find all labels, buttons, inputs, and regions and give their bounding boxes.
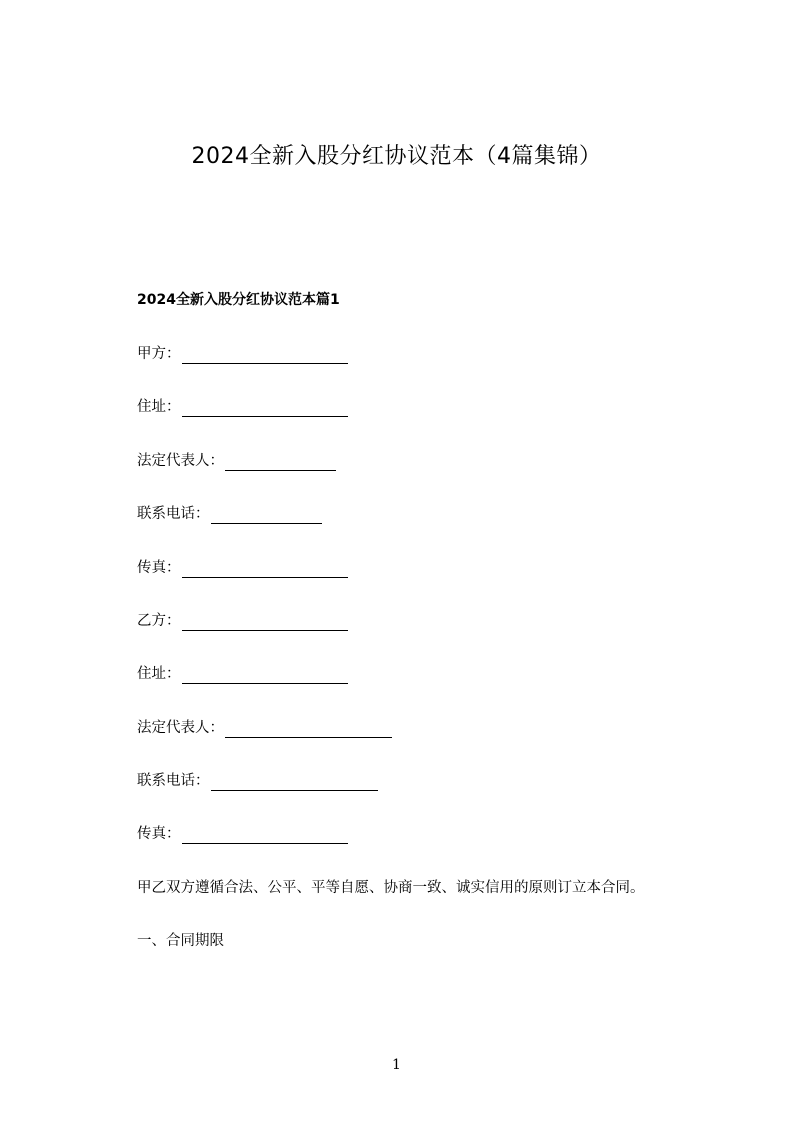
party-b-legal-rep-field <box>137 718 392 738</box>
party-a-phone-field <box>137 504 322 524</box>
preamble-paragraph: 甲乙双方遵循合法、公平、平等自愿、协商一致、诚实信用的原则订立本合同。 <box>137 880 645 896</box>
party-b-address-field <box>137 664 348 684</box>
party-a-name-label: 甲方： <box>137 346 181 362</box>
party-a-phone-blank[interactable] <box>211 507 322 524</box>
party-b-fax-field <box>137 824 348 844</box>
party-b-name-label: 乙方： <box>137 613 181 629</box>
party-b-phone-blank[interactable] <box>211 774 378 791</box>
party-a-legal-rep-blank[interactable] <box>225 454 336 471</box>
party-a-name-field <box>137 344 348 364</box>
section-heading: 2024全新入股分红协议范本篇1 <box>137 292 340 308</box>
party-a-fax-label: 传真： <box>137 560 181 576</box>
party-a-fax-field <box>137 558 348 578</box>
document-title: 2024全新入股分红协议范本（4篇集锦） <box>191 144 602 169</box>
party-a-address-blank[interactable] <box>182 400 348 417</box>
party-b-name-blank[interactable] <box>182 614 348 631</box>
party-b-address-blank[interactable] <box>182 667 348 684</box>
party-a-legal-rep-label: 法定代表人： <box>137 453 224 469</box>
party-a-legal-rep-field <box>137 451 336 471</box>
party-a-address-label: 住址： <box>137 399 181 415</box>
party-a-name-blank[interactable] <box>182 347 348 364</box>
party-a-fax-blank[interactable] <box>182 561 348 578</box>
party-b-phone-label: 联系电话： <box>137 773 210 789</box>
party-b-fax-label: 传真： <box>137 826 181 842</box>
page-number: 1 <box>392 1057 401 1073</box>
party-a-address-field <box>137 397 348 417</box>
party-b-name-field <box>137 611 348 631</box>
party-b-phone-field <box>137 771 378 791</box>
clause-heading: 一、合同期限 <box>137 933 224 949</box>
party-b-legal-rep-blank[interactable] <box>225 721 392 738</box>
party-b-legal-rep-label: 法定代表人： <box>137 720 224 736</box>
party-b-address-label: 住址： <box>137 666 181 682</box>
party-b-fax-blank[interactable] <box>182 827 348 844</box>
party-a-phone-label: 联系电话： <box>137 506 210 522</box>
